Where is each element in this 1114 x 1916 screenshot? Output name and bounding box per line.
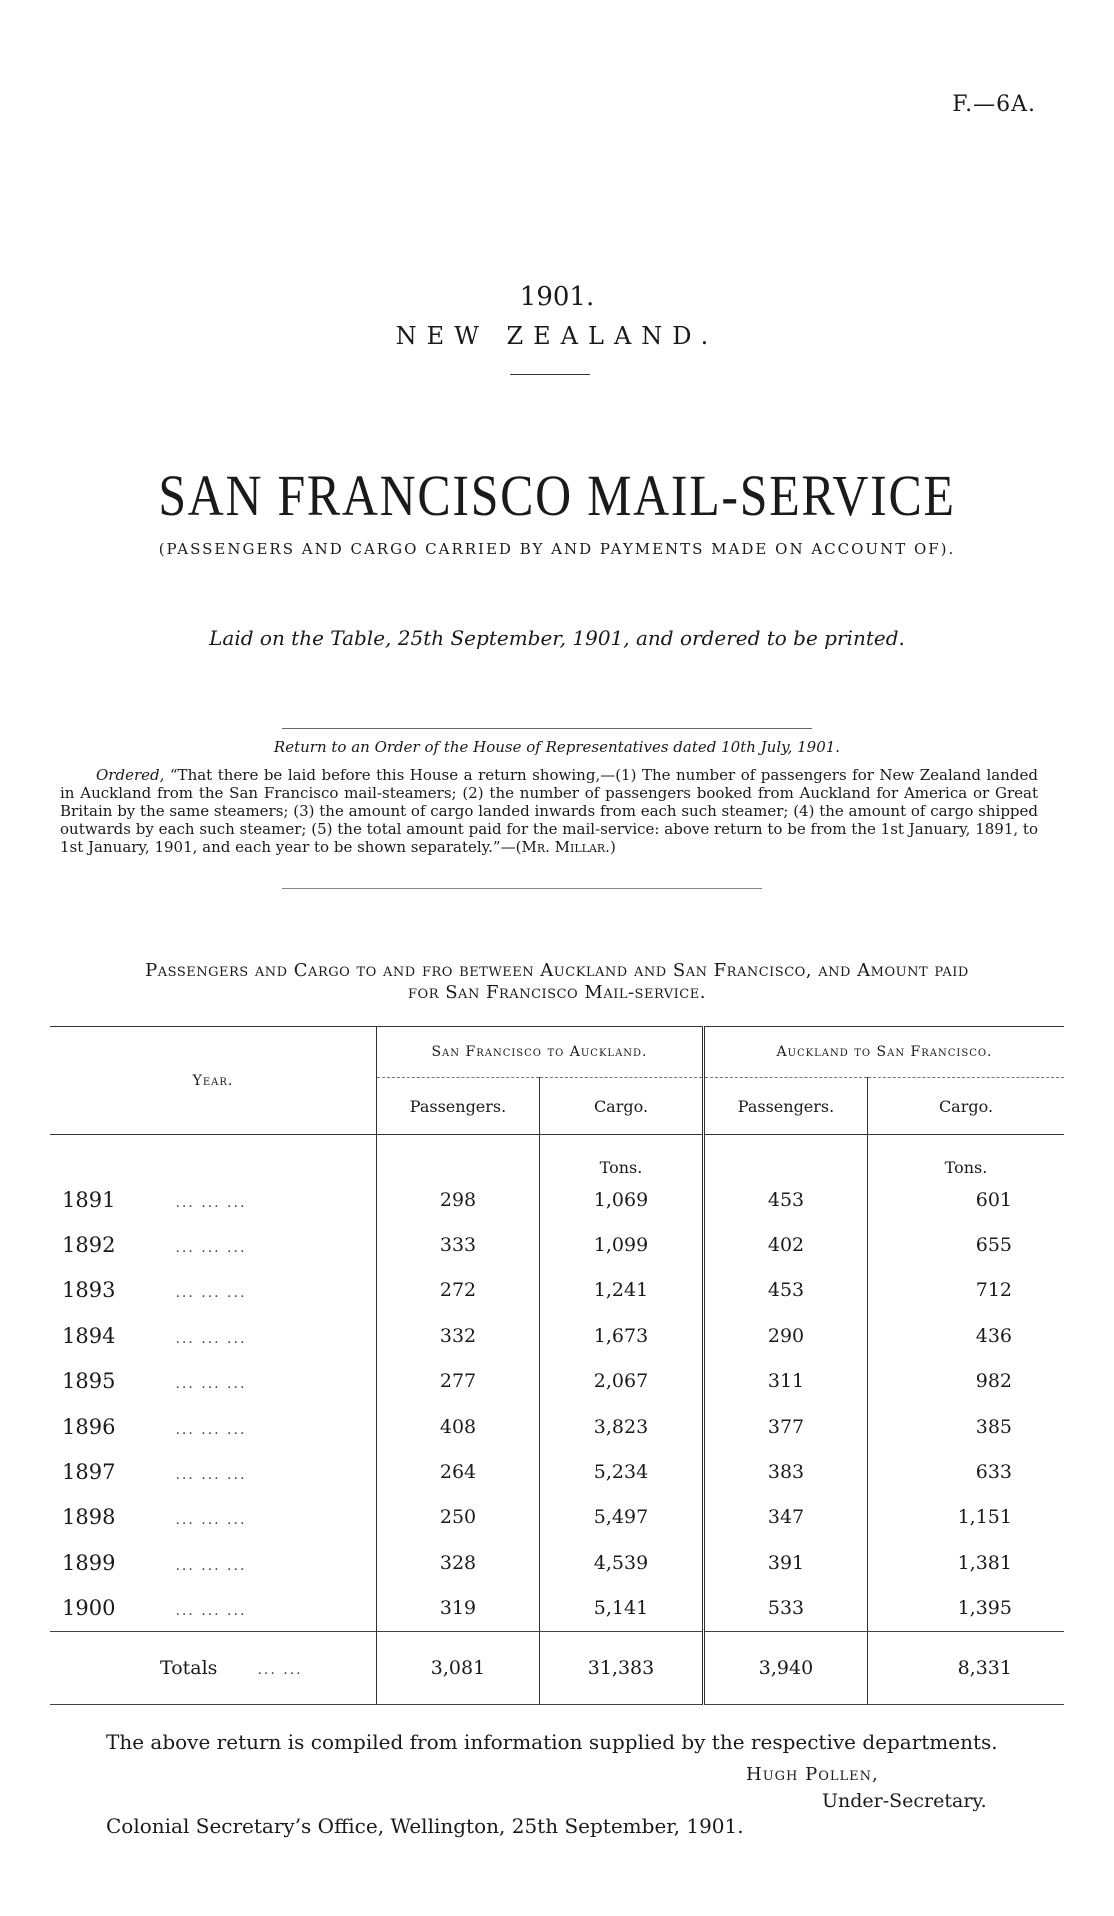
ak-passengers-cell: 383 <box>704 1449 868 1494</box>
row-year: 1892 <box>62 1233 116 1258</box>
table-row <box>50 1268 1064 1313</box>
row-year-cell <box>50 1404 377 1449</box>
compilation-note: The above return is compiled from information supplied by the respective departments. <box>106 1730 998 1754</box>
row-year-cell <box>50 1222 377 1267</box>
ak-cargo-cell: 385 <box>868 1404 1065 1449</box>
leader-dots: ... ... ... <box>175 1421 247 1438</box>
ak-passengers-cell: 533 <box>704 1586 868 1632</box>
table-row <box>50 1359 1064 1404</box>
session-year: 1901. <box>519 282 595 312</box>
totals-label: Totals <box>160 1656 218 1679</box>
sf-passengers-cell: 408 <box>377 1404 540 1449</box>
row-year: 1894 <box>62 1323 116 1348</box>
leader-dots: ... ... ... <box>175 1240 247 1257</box>
total-sf-cargo: 31,383 <box>540 1631 704 1704</box>
row-year: 1891 <box>62 1187 116 1212</box>
ak-passengers-cell: 453 <box>704 1268 868 1313</box>
row-year: 1900 <box>62 1596 116 1621</box>
leader-dots: ... ... ... <box>175 1376 247 1393</box>
sf-cargo-cell: 1,673 <box>540 1313 704 1358</box>
signatory-name: Hugh Pollen, <box>746 1764 879 1785</box>
document-reference: F.—6A. <box>952 92 1036 117</box>
sf-cargo-cell: 4,539 <box>540 1540 704 1585</box>
sf-passengers-cell: 298 <box>377 1177 540 1222</box>
ak-passengers-cell: 347 <box>704 1495 868 1540</box>
leader-dots: ... ... ... <box>175 1285 247 1302</box>
ak-cargo-cell: 712 <box>868 1268 1065 1313</box>
row-year-cell <box>50 1313 377 1358</box>
row-year-cell <box>50 1495 377 1540</box>
ak-passengers-cell: 453 <box>704 1177 868 1222</box>
page-subtitle: (PASSENGERS AND CARGO CARRIED BY AND PAYMENTS MADE ON ACCOUNT OF). <box>158 540 956 558</box>
ak-cargo-cell: 601 <box>868 1177 1065 1222</box>
sf-cargo-cell: 5,141 <box>540 1586 704 1632</box>
ak-cargo-cell: 655 <box>868 1222 1065 1267</box>
table-caption-line1: Passengers and Cargo to and fro between Auckland and San Francisco, and Amount paid <box>145 960 969 981</box>
col-header-sf-cargo: Cargo. <box>540 1078 704 1135</box>
row-year-cell <box>50 1586 377 1632</box>
order-mover: (Mr. Millar.) <box>515 838 616 856</box>
sf-cargo-cell: 3,823 <box>540 1404 704 1449</box>
ak-cargo-cell: 982 <box>868 1359 1065 1404</box>
passengers-cargo-table <box>50 1026 1064 1705</box>
ordered-label: Ordered, <box>96 766 165 784</box>
col-header-ak-cargo: Cargo. <box>868 1078 1065 1135</box>
sf-cargo-cell: 5,234 <box>540 1449 704 1494</box>
group-header-sf-to-auckland: San Francisco to Auckland. <box>377 1027 704 1078</box>
order-text <box>60 766 1038 856</box>
row-year-cell <box>50 1449 377 1494</box>
signatory-title: Under-Secretary. <box>822 1790 987 1812</box>
order-divider-bottom <box>282 888 762 889</box>
totals-label-cell <box>50 1631 377 1704</box>
group-header-auckland-to-sf: Auckland to San Francisco. <box>704 1027 1065 1078</box>
ak-passengers-cell: 377 <box>704 1404 868 1449</box>
row-year: 1893 <box>62 1278 116 1303</box>
leader-dots: ... ... ... <box>175 1467 247 1484</box>
sf-passengers-cell: 328 <box>377 1540 540 1585</box>
row-year: 1895 <box>62 1369 116 1394</box>
ak-passengers-cell: 402 <box>704 1222 868 1267</box>
table-row <box>50 1540 1064 1585</box>
table-row <box>50 1313 1064 1358</box>
sf-cargo-cell: 1,099 <box>540 1222 704 1267</box>
sf-passengers-cell: 264 <box>377 1449 540 1494</box>
totals-leader-dots: ... ... <box>257 1661 303 1678</box>
sf-cargo-cell: 2,067 <box>540 1359 704 1404</box>
leader-dots: ... ... ... <box>175 1557 247 1574</box>
row-year-cell <box>50 1268 377 1313</box>
col-header-sf-passengers: Passengers. <box>377 1078 540 1135</box>
table-row <box>50 1222 1064 1267</box>
sf-passengers-cell: 272 <box>377 1268 540 1313</box>
sf-passengers-cell: 277 <box>377 1359 540 1404</box>
year-column-header: Year. <box>192 1072 234 1089</box>
order-body: “That there be laid before this House a return showing,—(1) The number of passengers for New Zealand landed in Auckland from the San Francisco mail-steamers; (2) the number of passengers booked from Auckland for America or Great Britain by the same steamers; (3) the amount of cargo landed inwards from each such steamer; (4) the amount of cargo shipped outwards by each such steamer; (5) the total amount paid for the mail-service: above return to be from the 1st January, 1891, to 1st January, 1901, and each year to be shown separately.”— <box>60 766 1038 856</box>
ak-cargo-cell: 633 <box>868 1449 1065 1494</box>
sf-passengers-cell: 332 <box>377 1313 540 1358</box>
office-dateline: Colonial Secretary’s Office, Wellington, 25th September, 1901. <box>106 1814 744 1838</box>
table-row <box>50 1495 1064 1540</box>
sf-passengers-cell: 250 <box>377 1495 540 1540</box>
country-heading: NEW ZEALAND. <box>395 322 719 350</box>
laid-on-table-note: Laid on the Table, 25th September, 1901, and ordered to be printed. <box>209 626 905 650</box>
leader-dots: ... ... ... <box>175 1194 247 1211</box>
col-header-ak-passengers: Passengers. <box>704 1078 868 1135</box>
row-year-cell <box>50 1540 377 1585</box>
row-year: 1897 <box>62 1460 116 1485</box>
leader-dots: ... ... ... <box>175 1512 247 1529</box>
total-sf-passengers: 3,081 <box>377 1631 540 1704</box>
row-year: 1896 <box>62 1414 116 1439</box>
row-year-cell <box>50 1359 377 1404</box>
table-row <box>50 1404 1064 1449</box>
ak-cargo-cell: 1,381 <box>868 1540 1065 1585</box>
ak-passengers-cell: 391 <box>704 1540 868 1585</box>
row-year: 1898 <box>62 1505 116 1530</box>
unit-label-sf-cargo: Tons. <box>540 1135 704 1178</box>
ak-passengers-cell: 290 <box>704 1313 868 1358</box>
ak-cargo-cell: 436 <box>868 1313 1065 1358</box>
table-caption <box>50 960 1064 1004</box>
sf-cargo-cell: 1,241 <box>540 1268 704 1313</box>
total-ak-cargo: 8,331 <box>868 1631 1065 1704</box>
ak-cargo-cell: 1,151 <box>868 1495 1065 1540</box>
table-row <box>50 1586 1064 1632</box>
table-caption-line2: for San Francisco Mail-service. <box>408 982 706 1003</box>
sf-cargo-cell: 1,069 <box>540 1177 704 1222</box>
row-year-cell <box>50 1177 377 1222</box>
sf-cargo-cell: 5,497 <box>540 1495 704 1540</box>
leader-dots: ... ... ... <box>175 1330 247 1347</box>
leader-dots: ... ... ... <box>175 1603 247 1620</box>
table-row <box>50 1449 1064 1494</box>
unit-label-ak-cargo: Tons. <box>868 1135 1065 1178</box>
ak-cargo-cell: 1,395 <box>868 1586 1065 1632</box>
table-row <box>50 1177 1064 1222</box>
order-divider-top <box>282 728 812 729</box>
short-divider <box>510 374 590 375</box>
sf-passengers-cell: 333 <box>377 1222 540 1267</box>
order-heading: Return to an Order of the House of Representatives dated 10th July, 1901. <box>273 738 841 756</box>
sf-passengers-cell: 319 <box>377 1586 540 1632</box>
ak-passengers-cell: 311 <box>704 1359 868 1404</box>
total-ak-passengers: 3,940 <box>704 1631 868 1704</box>
row-year: 1899 <box>62 1550 116 1575</box>
totals-row <box>50 1631 1064 1704</box>
page-title: SAN FRANCISCO MAIL-SERVICE <box>158 463 956 528</box>
